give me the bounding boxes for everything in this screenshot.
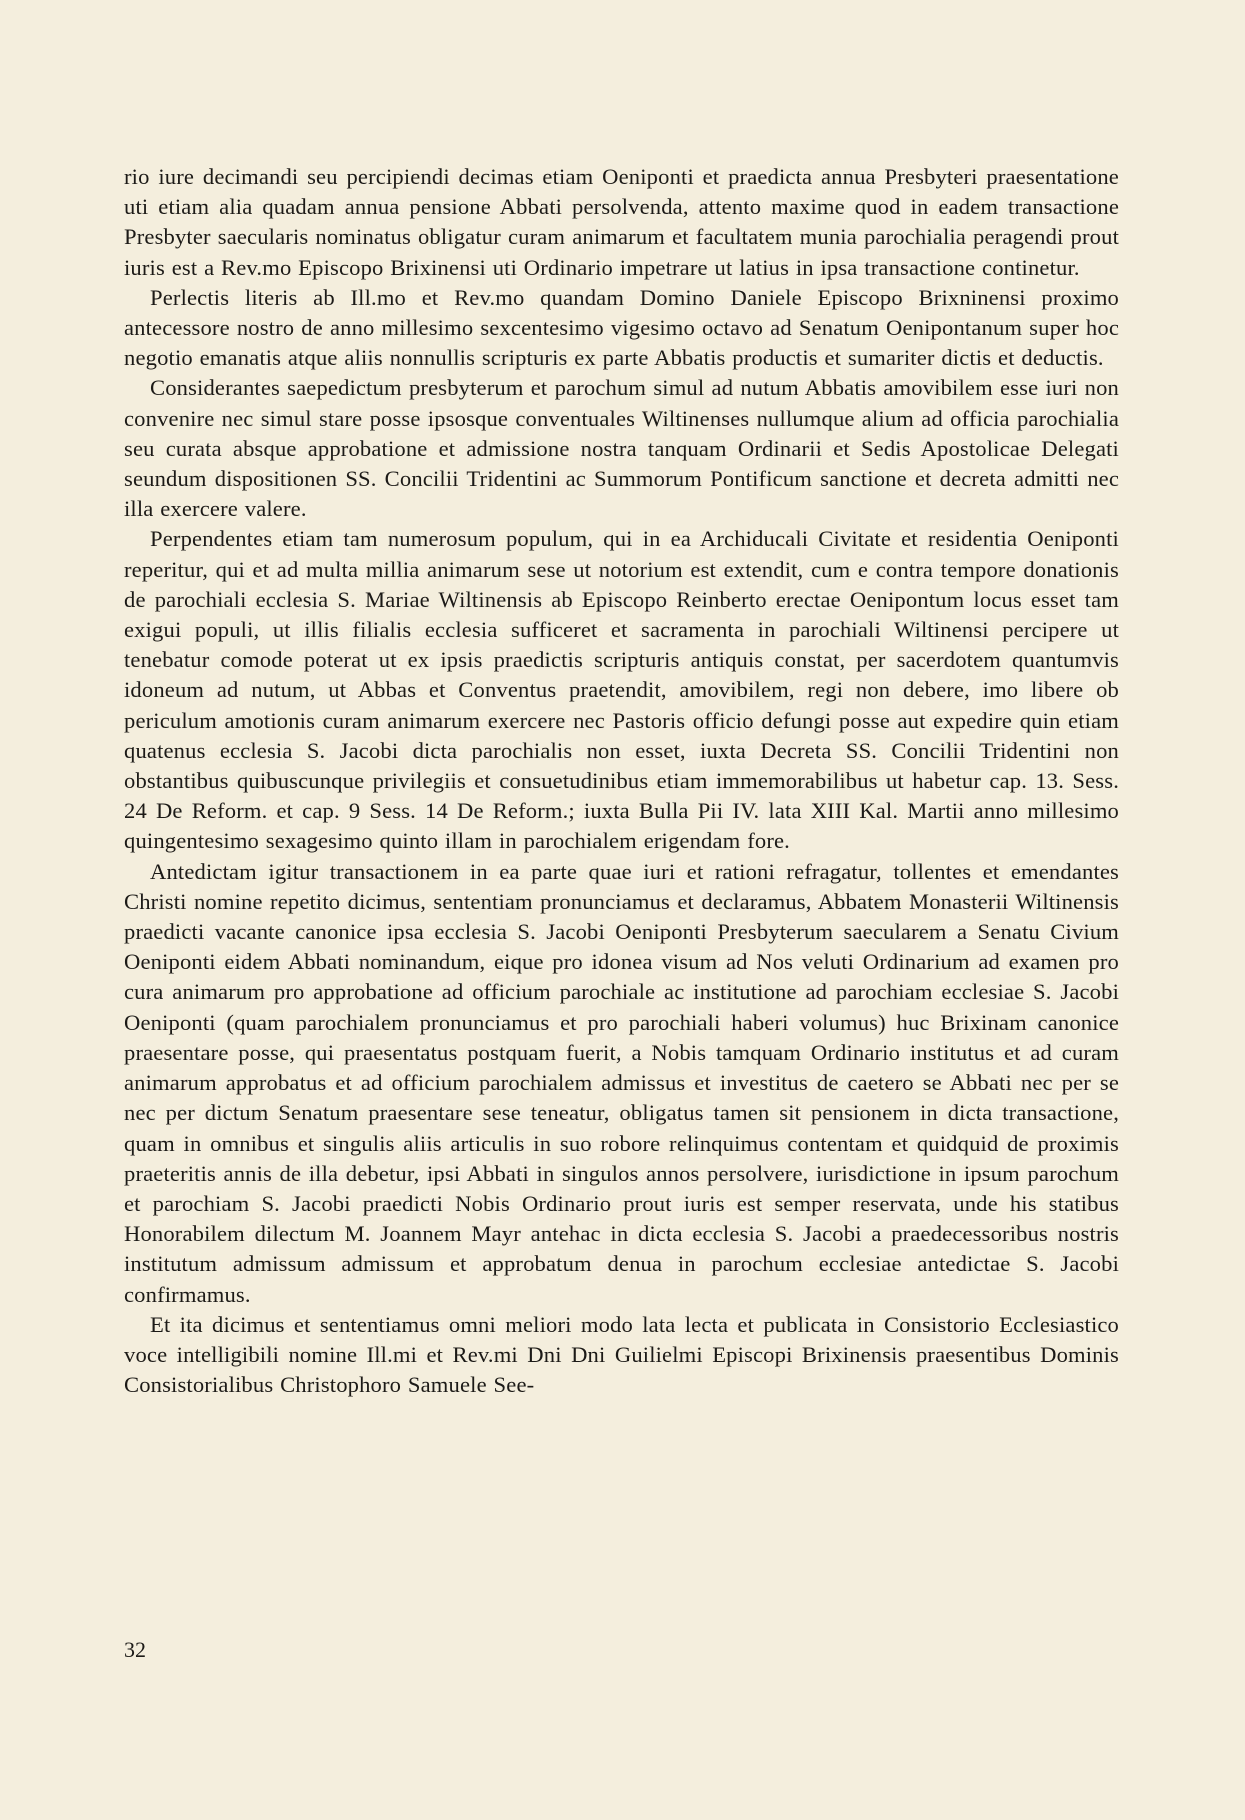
paragraph-4: Perpendentes etiam tam numerosum populum, qui in ea Archiducali Civitate et residentia Oeniponti reperitur, qui et ad multa millia animarum sese ut notorium est extendit, cum e contra tempore donationis de parochiali ecclesia S. Mariae Wiltinensis ab Episcopo Reinberto erectae Oenipontum locus esset tam exigui populi, ut illis filialis ecclesia sufficeret et sacramenta in parochiali Wiltinensi percipere ut tenebatur comode poterat ut ex ipsis praedictis scripturis antiquis constat, per sacerdotem quantumvis idoneum ad nutum, ut Abbas et Conventus praetendit, amovibilem, regi non debere, imo libere ob periculum amotionis curam animarum exercere nec Pastoris officio defungi posse aut expedire quin etiam quatenus ecclesia S. Jacobi dicta parochialis non esset, iuxta Decreta SS. Concilii Tridentini non obstantibus quibuscunque privilegiis et consuetudinibus etiam immemorabilibus ut habetur cap. 13. Sess. 24 De Reform. et cap. 9 Sess. 14 De Reform.; iuxta Bulla Pii IV. lata XIII Kal. Martii anno millesimo quingentesimo sexagesimo quinto illam in parochialem erigendam fore. (124, 526, 1119, 854)
paragraph-1: rio iure decimandi seu percipiendi decimas etiam Oeniponti et praedicta annua Presbyteri praesentatione uti etiam alia quadam annua pensione Abbati persolvenda, attento maxime quod in eadem transactione Presbyter saecularis nominatus obligatur curam animarum et facultatem munia parochialia peragendi prout iuris est a Rev.mo Episcopo Brixinensi uti Ordinario impetrare ut latius in ipsa transactione continetur. (124, 164, 1119, 280)
paragraph-2: Perlectis literis ab Ill.mo et Rev.mo quandam Domino Daniele Episcopo Brixninensi proximo antecessore nostro de anno millesimo sexcentesimo vigesimo octavo ad Senatum Oenipontanum super hoc negotio emanatis atque aliis nonnullis scripturis ex parte Abbatis productis et sumariter dictis et deductis. (124, 284, 1119, 371)
paragraph-5: Antedictam igitur transactionem in ea parte quae iuri et rationi refragatur, tollentes et emendantes Christi nomine repetito dicimus, sententiam pronunciamus et declaramus, Abbatem Monasterii Wiltinensis praedicti vacante canonice ipsa ecclesia S. Jacobi Oeniponti Presbyterum saecularem a Senatu Civium Oeniponti eidem Abbati nominandum, eique pro idonea visum ad Nos veluti Ordinarium ad examen pro cura animarum pro approbatione ad officium parochiale ac institutione ad parochiam ecclesiae S. Jacobi Oeniponti (quam parochialem pronunciamus et pro parochiali haberi volumus) huc Brixinam canonice praesentare posse, qui praesentatus postquam fuerit, a Nobis tamquam Ordinario institutus et ad curam animarum approbatus et ad officium parochialem admissus et investitus de caetero se Abbati nec per se nec per dictum Senatum praesentare sese teneatur, obligatus tamen sit pensionem in dicta transactione, quam in omnibus et singulis aliis articulis in suo robore relinquimus contentam et quidquid de proximis praeteritis annis de illa debetur, ipsi Abbati in singulos annos persolvere, iurisdictione in ipsum parochum et parochiam S. Jacobi praedicti Nobis Ordinario prout iuris est semper reservata, unde his statibus Honorabilem dilectum M. Joannem Mayr antehac in dicta ecclesia S. Jacobi a praedecessoribus nostris institutum admissum admissum et approbatum denua in parochum ecclesiae antedictae S. Jacobi confirmamus. (124, 858, 1119, 1307)
paragraph-6: Et ita dicimus et sententiamus omni meliori modo lata lecta et publicata in Consistorio Ecclesiastico voce intelligibili nomine Ill.mi et Rev.mi Dni Dni Guilielmi Episcopi Brixinensis praesentibus Dominis Consistorialibus Christophoro Samuele See- (124, 1311, 1119, 1398)
page-number: 32 (124, 1637, 146, 1662)
paragraph-3: Considerantes saepedictum presbyterum et parochum simul ad nutum Abbatis amovibilem esse iuri non convenire nec simul stare posse ipsosque conventuales Wiltinenses nullumque alium ad officia parochialia seu curata absque approbatione et admissione nostra tanquam Ordinarii et Sedis Apostolicae Delegati seundum dispositionen SS. Concilii Tridentini ac Summorum Pontificum sanctione et decreta admitti nec illa exercere valere. (124, 375, 1119, 522)
document-body (124, 162, 1119, 1400)
